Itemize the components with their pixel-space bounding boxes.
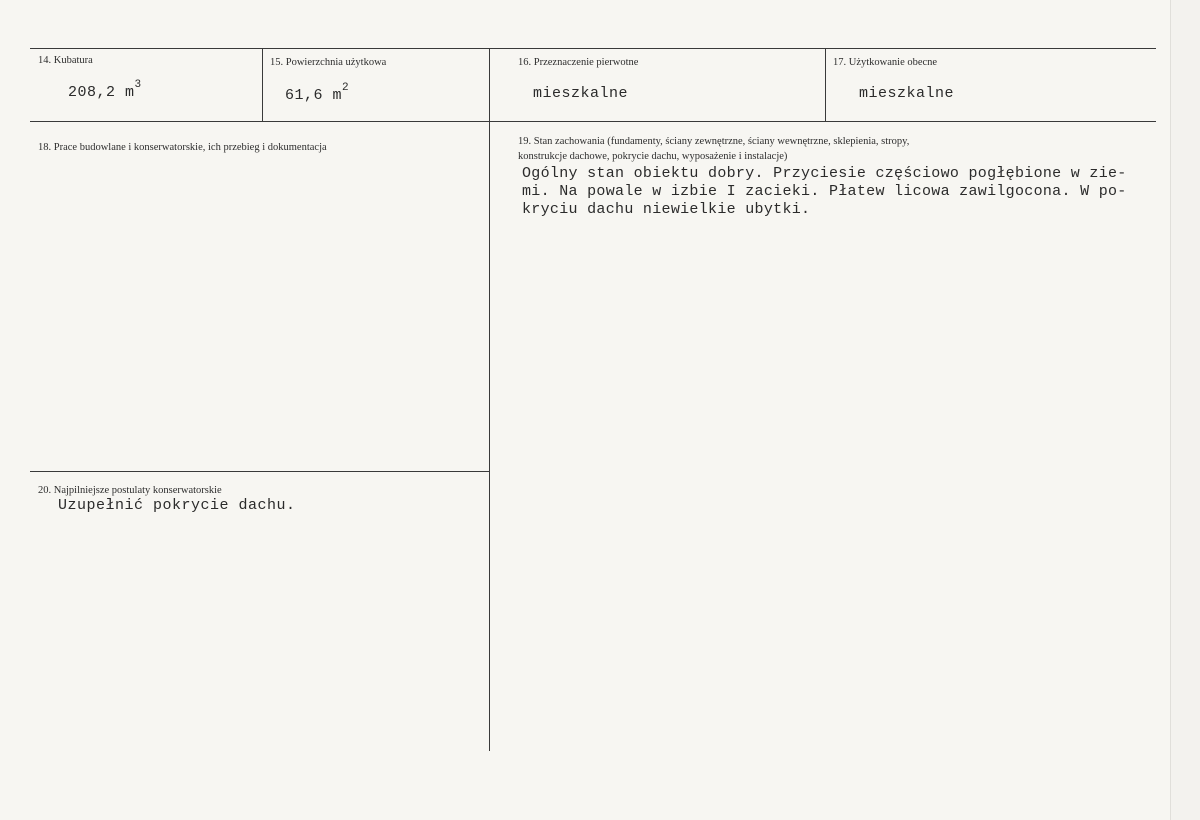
field-14-value: 208,2 $m^3$ (68, 79, 142, 101)
field-19-label-line1: 19. Stan zachowania (fundamenty, ściany zewnętrzne, ściany wewnętrzne, sklepienia, stropy, (518, 136, 910, 147)
field-18-label: 18. Prace budowlane i konserwatorskie, ich przebieg i dokumentacja (38, 142, 327, 153)
row1-bottom-rule (30, 121, 1156, 122)
field-17-value: mieszkalne (859, 85, 955, 102)
field-19-text-line3: kryciu dachu niewielkie ubytki. (522, 201, 811, 218)
field-20-label: 20. Najpilniejsze postulaty konserwatorskie (38, 485, 222, 496)
field-20-value: Uzupełnić pokrycie dachu. (58, 497, 296, 514)
divider-14-15 (262, 48, 263, 121)
field-19-label-line2: konstrukcje dachowe, pokrycie dachu, wyposażenie i instalacje) (518, 151, 788, 162)
field-15-value: 61,6 $m^2$ (285, 82, 350, 104)
main-column-divider (489, 121, 490, 751)
top-rule (30, 48, 1156, 49)
field-19-text-line2: mi. Na powale w izbie I zacieki. Płatew licowa zawilgocona. W po- (522, 183, 1127, 200)
divider-15-16 (489, 48, 490, 121)
field-17-label: 17. Użytkowanie obecne (833, 57, 938, 68)
field-15-label: 15. Powierzchnia użytkowa (270, 57, 387, 68)
row2-bottom-rule (30, 471, 489, 472)
field-16-value: mieszkalne (533, 85, 629, 102)
field-16-label: 16. Przeznaczenie pierwotne (518, 57, 639, 68)
divider-16-17 (825, 48, 826, 121)
field-14-label: 14. Kubatura (38, 55, 93, 66)
field-19-text-line1: Ogólny stan obiektu dobry. Przyciesie częściowo pogłębione w zie- (522, 165, 1127, 182)
